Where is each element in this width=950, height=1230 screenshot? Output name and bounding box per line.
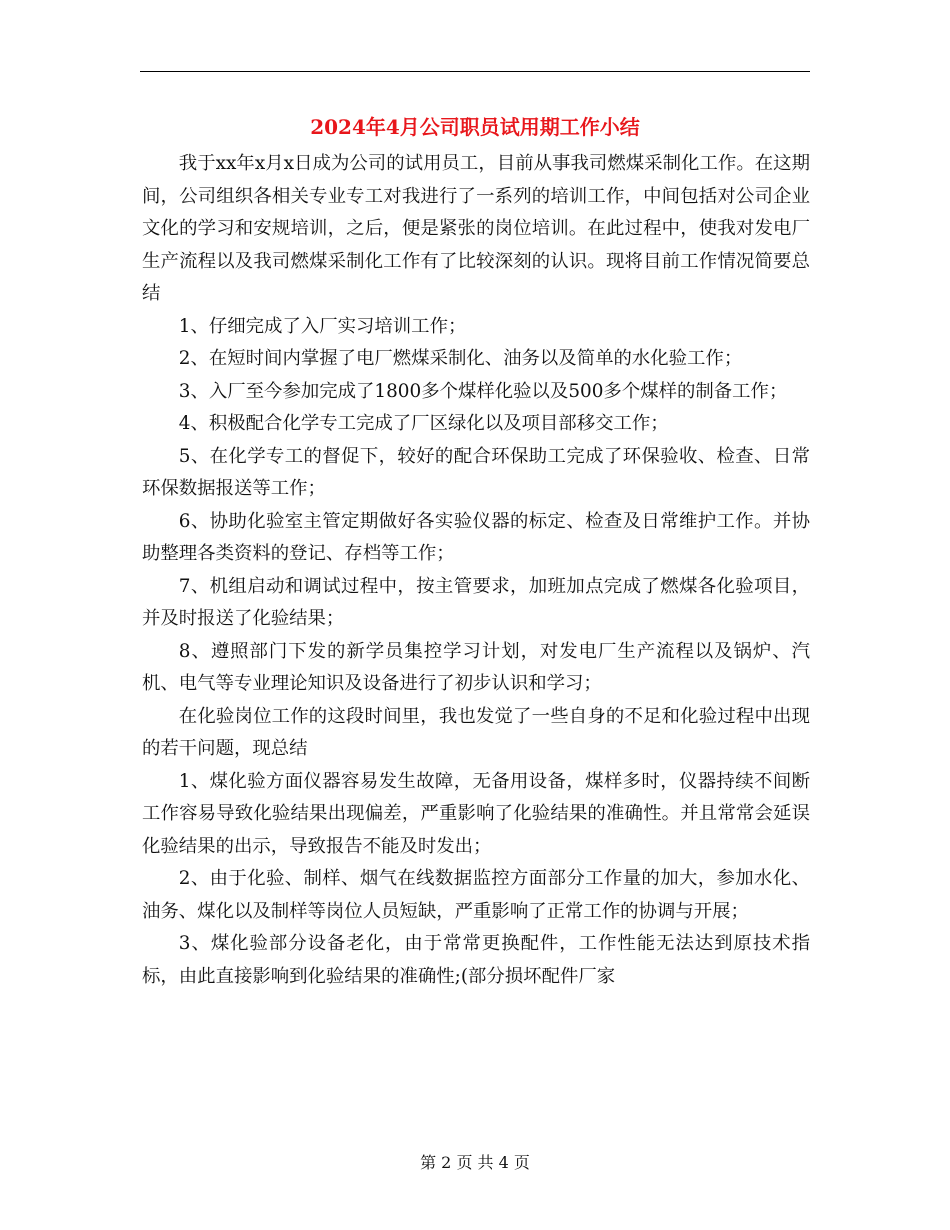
intro-paragraph: 我于xx年x月x日成为公司的试用员工，目前从事我司燃煤采制化工作。在这期间，公司组织各相关专业专工对我进行了一系列的培训工作，中间包括对公司企业文化的学习和安规培训，之后，便是紧张的岗位培训。在此过程中，使我对发电厂生产流程以及我司燃煤采制化工作有了比较深刻的认识。现将目前工作情况简要总结 [142, 153, 810, 304]
problems-intro-paragraph: 在化验岗位工作的这段时间里，我也发觉了一些自身的不足和化验过程中出现的若干问题，现总结 [142, 705, 810, 759]
document-body [142, 148, 810, 993]
work-item-1: 1、仔细完成了入厂实习培训工作； [178, 315, 467, 337]
work-item-5: 5、在化学专工的督促下，较好的配合环保助工完成了环保验收、检查、日常环保数据报送等工作； [142, 445, 810, 499]
problem-item-2: 2、由于化验、制样、烟气在线数据监控方面部分工作量的加大，参加水化、油务、煤化以及制样等岗位人员短缺，严重影响了正常工作的协调与开展； [142, 868, 810, 922]
work-item-3: 3、入厂至今参加完成了1800多个煤样化验以及500多个煤样的制备工作； [178, 380, 788, 402]
problem-item-3: 3、煤化验部分设备老化，由于常常更换配件，工作性能无法达到原技术指标，由此直接影响到化验结果的准确性;(部分损坏配件厂家 [142, 933, 810, 987]
document-title: 2024年4月公司职员试用期工作小结 [310, 115, 640, 139]
work-item-7: 7、机组启动和调试过程中，按主管要求，加班加点完成了燃煤各化验项目，并及时报送了化验结果； [142, 575, 810, 629]
problem-item-1: 1、煤化验方面仪器容易发生故障，无备用设备，煤样多时，仪器持续不间断工作容易导致化验结果出现偏差，严重影响了化验结果的准确性。并且常常会延误化验结果的出示，导致报告不能及时发出； [142, 770, 810, 857]
work-item-2: 2、在短时间内掌握了电厂燃煤采制化、油务以及简单的水化验工作； [178, 348, 743, 369]
work-item-6: 6、协助化验室主管定期做好各实验仪器的标定、检查及日常维护工作。并协助整理各类资料的登记、存档等工作； [142, 510, 810, 564]
work-item-4: 4、积极配合化学专工完成了厂区绿化以及项目部移交工作； [178, 413, 669, 434]
page-number-footer: 第 2 页 共 4 页 [420, 1153, 530, 1172]
header-rule [140, 71, 810, 72]
work-item-8: 8、遵照部门下发的新学员集控学习计划，对发电厂生产流程以及锅炉、汽机、电气等专业理论知识及设备进行了初步认识和学习； [142, 640, 810, 694]
